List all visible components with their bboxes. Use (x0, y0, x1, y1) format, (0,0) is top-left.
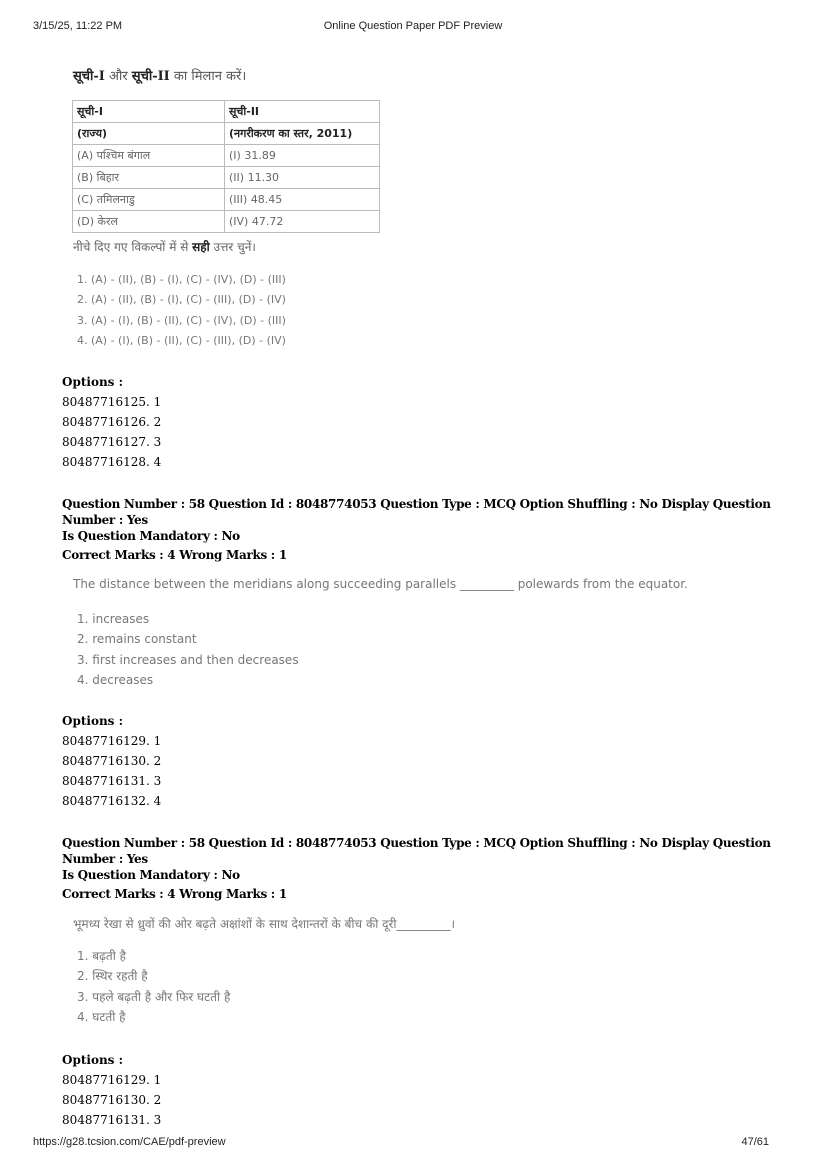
list-item: 3. पहले बढ़ती है और फिर घटती है (77, 989, 231, 1004)
q58-en-options (62, 711, 161, 811)
table-cell: (II) 11.30 (225, 167, 380, 189)
option-id: 80487716130. 2 (62, 754, 162, 768)
list-item: 3. (A) - (I), (B) - (II), (C) - (IV), (D) - (III) (77, 313, 286, 327)
table-subheader-cell: (राज्य) (73, 123, 225, 145)
q57-title-mid: और (104, 69, 132, 84)
q57-title-post: का मिलान करें। (169, 69, 247, 84)
q57-match-table (72, 100, 380, 233)
option-id: 80487716126. 2 (62, 415, 162, 429)
options-label: Options : (62, 375, 124, 389)
question-meta-line: Question Number : 58 Question Id : 8048774053 Question Type : MCQ Option Shuffling : No Display Question Number : Yes (62, 497, 771, 527)
option-id: 80487716128. 4 (62, 455, 162, 469)
page-url: https://g28.tcsion.com/CAE/pdf-preview (33, 1136, 226, 1148)
q57-instruction-post: उत्तर चुनें। (209, 240, 256, 254)
option-id: 80487716132. 4 (62, 794, 162, 808)
table-header-row (73, 101, 380, 123)
list-item: 2. स्थिर रहती है (77, 969, 148, 984)
table-cell: (I) 31.89 (225, 145, 380, 167)
q57-options (62, 372, 161, 472)
page-title: Online Question Paper PDF Preview (323, 20, 503, 32)
q58-en-question-text: The distance between the meridians along succeeding parallels _________ polewards from the equator. (73, 577, 688, 591)
table-cell: (IV) 47.72 (225, 211, 380, 233)
q57-instruction-pre: नीचे दिए गए विकल्पों में से (73, 240, 193, 254)
q58-en-choice-list (77, 609, 299, 690)
table-row (73, 145, 380, 167)
table-cell: (B) बिहार (73, 167, 225, 189)
option-id: 80487716129. 1 (62, 1073, 162, 1087)
q57-title-list2: सूची-II (131, 69, 170, 84)
option-id: 80487716125. 1 (62, 395, 162, 409)
table-cell: (III) 48.45 (225, 189, 380, 211)
question-marks: Correct Marks : 4 Wrong Marks : 1 (62, 548, 287, 562)
list-item: 4. decreases (77, 672, 154, 687)
list-item: 2. (A) - (II), (B) - (I), (C) - (III), (D) - (IV) (77, 293, 286, 307)
question-meta-line: Question Number : 58 Question Id : 8048774053 Question Type : MCQ Option Shuffling : No Display Question Number : Yes (62, 836, 771, 866)
page-number: 47/61 (741, 1136, 769, 1148)
table-header-cell: सूची-II (225, 101, 380, 123)
q57-instruction (73, 238, 256, 255)
q58-en-meta (62, 496, 826, 563)
option-id: 80487716131. 3 (62, 1113, 162, 1127)
table-header-cell: सूची-I (73, 101, 225, 123)
print-datetime: 3/15/25, 11:22 PM (33, 20, 123, 32)
option-id: 80487716131. 3 (62, 774, 162, 788)
question-mandatory: Is Question Mandatory : No (62, 868, 240, 882)
option-id: 80487716130. 2 (62, 1093, 162, 1107)
q57-title-list1: सूची-I (73, 69, 105, 84)
list-item: 3. first increases and then decreases (77, 652, 299, 667)
list-item: 4. (A) - (I), (B) - (II), (C) - (III), (D) - (IV) (77, 333, 286, 347)
table-cell: (D) केरल (73, 211, 225, 233)
options-label: Options : (62, 714, 124, 728)
q58-hi-choice-list (77, 946, 230, 1027)
q58-hi-meta (62, 835, 826, 902)
table-row (73, 189, 380, 211)
table-row (73, 211, 380, 233)
list-item: 1. बढ़ती है (77, 949, 127, 963)
q58-hi-question-text: भूमध्य रेखा से ध्रुवों की ओर बढ़ते अक्षांशों के साथ देशान्तरों के बीच की दूरी_________। (73, 917, 456, 931)
question-mandatory: Is Question Mandatory : No (62, 529, 240, 543)
list-item: 2. remains constant (77, 632, 197, 647)
table-cell: (C) तमिलनाडु (73, 189, 225, 211)
table-cell: (A) पश्चिम बंगाल (73, 145, 225, 167)
question-marks: Correct Marks : 4 Wrong Marks : 1 (62, 887, 287, 901)
q57-title (73, 66, 246, 84)
table-subheader-row (73, 123, 380, 145)
list-item: 4. घटती है (77, 1009, 126, 1024)
table-subheader-cell: (नगरीकरण का स्तर, 2011) (225, 123, 380, 145)
option-id: 80487716129. 1 (62, 734, 162, 748)
list-item: 1. increases (77, 612, 150, 626)
table-row (73, 167, 380, 189)
q57-choice-list (77, 270, 286, 351)
q58-hi-options (62, 1050, 161, 1130)
option-id: 80487716127. 3 (62, 435, 162, 449)
q57-instruction-bold: सही (192, 240, 210, 254)
options-label: Options : (62, 1053, 124, 1067)
list-item: 1. (A) - (II), (B) - (I), (C) - (IV), (D) - (III) (77, 273, 286, 286)
